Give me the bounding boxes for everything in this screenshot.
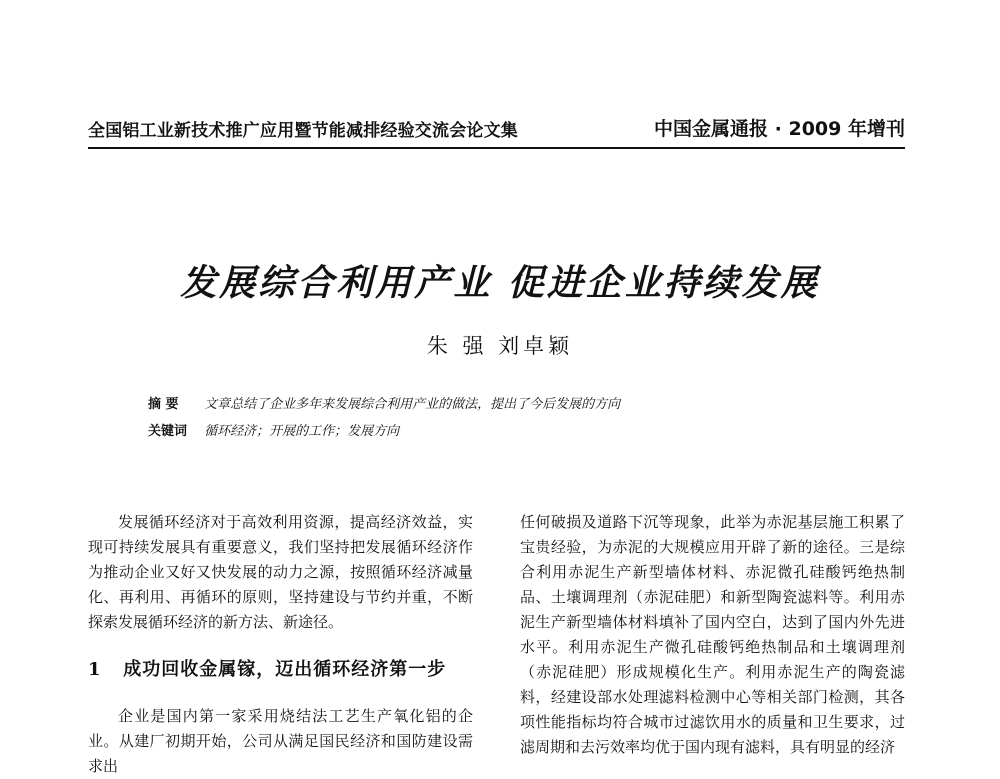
running-header-left: 全国铝工业新技术推广应用暨节能减排经验交流会论文集: [88, 121, 518, 141]
left-column: [88, 510, 473, 779]
running-header-right: 中国金属通报 · 2009 年增刊: [654, 118, 905, 140]
abstract-text: 文章总结了企业多年来发展综合利用产业的做法，提出了今后发展的方向: [204, 397, 621, 412]
section-heading: [88, 657, 473, 682]
section-title: 成功回收金属镓，迈出循环经济第一步: [123, 659, 447, 680]
right-column: [520, 510, 905, 760]
section-number: 1: [88, 659, 102, 680]
continued-paragraph: 任何破损及道路下沉等现象，此举为赤泥基层施工积累了宝贵经验，为赤泥的大规模应用开辟了新的途径。三是综合利用赤泥生产新型墙体材料、赤泥微孔硅酸钙绝热制品、土壤调理剂（赤泥硅肥）和新型陶瓷滤料等。利用赤泥生产新型墙体材料填补了国内空白，达到了国内外先进水平。利用赤泥生产微孔硅酸钙绝热制品和土壤调理剂（赤泥硅肥）形成规模化生产。利用赤泥生产的陶瓷滤料，经建设部水处理滤料检测中心等相关部门检测，其各项性能指标均符合城市过滤饮用水的质量和卫生要求，过滤周期和去污效率均优于国内现有滤料，具有明显的经济: [520, 513, 905, 756]
keywords-text: 循环经济；开展的工作；发展方向: [204, 424, 400, 439]
abstract: [148, 393, 620, 412]
abstract-label: 摘 要: [148, 397, 179, 412]
section-paragraph: 企业是国内第一家采用烧结法工艺生产氧化铝的企业。从建厂初期开始，公司从满足国民经济和国防建设需求出: [88, 707, 473, 775]
keywords: [148, 420, 399, 439]
paper-authors: 朱 强 刘卓颖: [426, 334, 574, 358]
paper-title: 发展综合利用产业 促进企业持续发展: [180, 263, 820, 304]
intro-paragraph: 发展循环经济对于高效利用资源，提高经济效益，实现可持续发展具有重要意义，我们坚持把发展循环经济作为推动企业又好又快发展的动力之源，按照循环经济减量化、再利用、再循环的原则，坚持建设与节约并重，不断探索发展循环经济的新方法、新途径。: [88, 513, 473, 631]
header-rule: [88, 147, 905, 149]
keywords-label: 关键词: [148, 424, 188, 439]
